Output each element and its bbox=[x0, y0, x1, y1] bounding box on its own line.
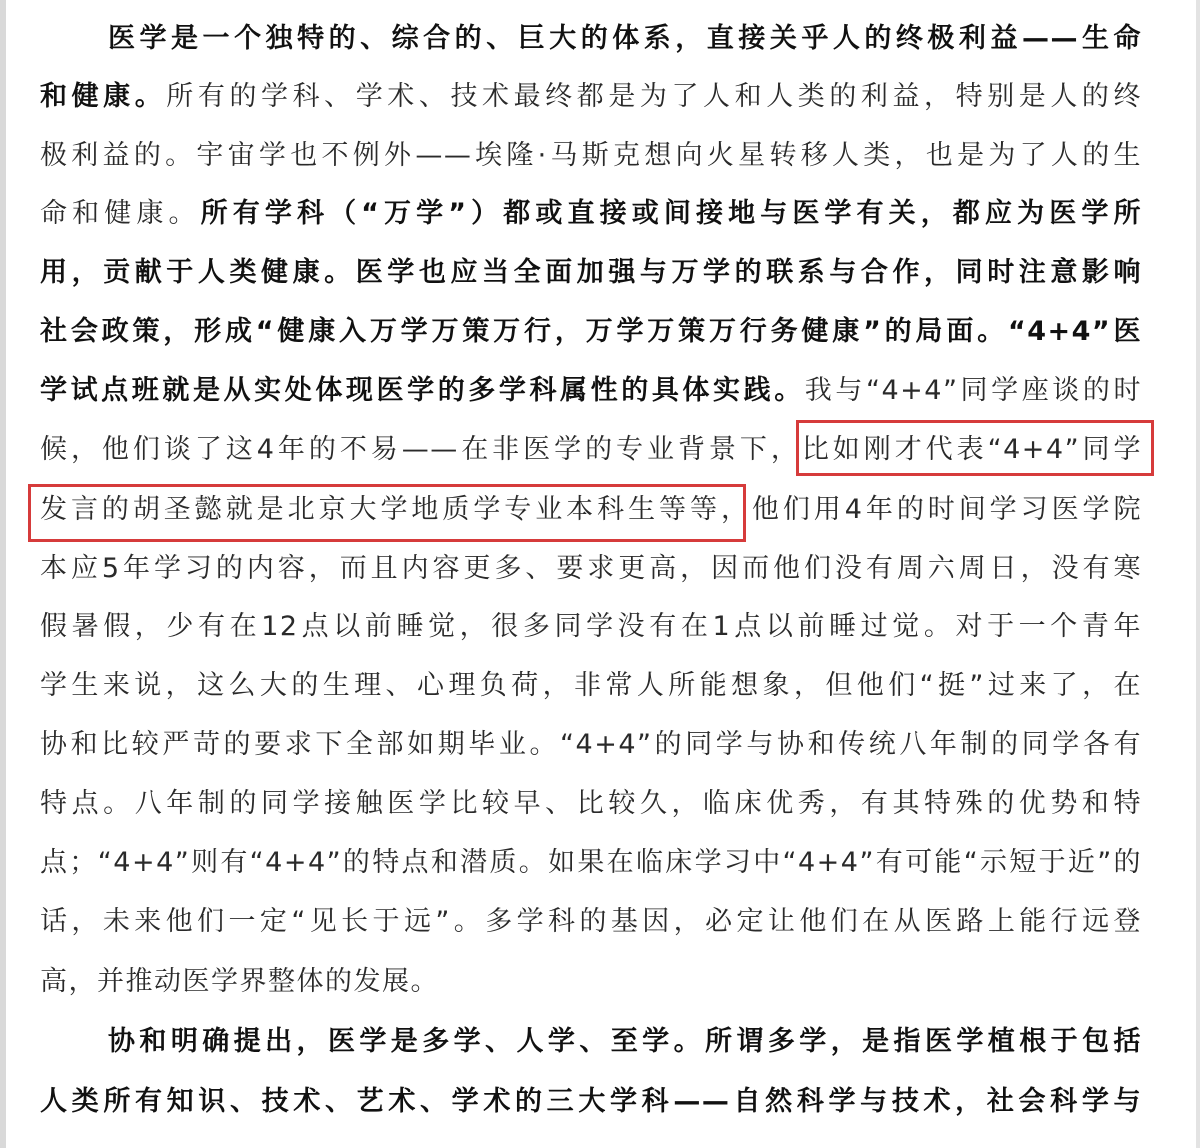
text-segment: 高，并推动医学界整体的发展。 bbox=[40, 966, 439, 997]
bold-text-segment: 所有学科（“万学”）都或直接或间接地与医学有关，都应为医学所 bbox=[200, 198, 1142, 229]
bold-text-segment: 学试点班就是从实处体现医学的多学科属性的具体实践。 bbox=[40, 375, 805, 406]
text-line bbox=[40, 834, 1142, 892]
bold-text-segment: 医学是一个独特的、综合的、巨大的体系，直接关乎人的终极利益——生命 bbox=[108, 23, 1142, 54]
text-segment: 协和比较严苛的要求下全部如期毕业。“4+4”的同学与协和传统八年制的同学各有 bbox=[40, 729, 1142, 760]
text-segment: 命和健康。 bbox=[40, 198, 201, 229]
text-segment: 特点。八年制的同学接触医学比较早、比较久，临床优秀，有其特殊的优势和特 bbox=[40, 788, 1142, 819]
bold-text-segment: 用，贡献于人类健康。医学也应当全面加强与万学的联系与合作，同时注意影响 bbox=[40, 257, 1142, 288]
text-line bbox=[40, 303, 1142, 361]
text-line bbox=[108, 10, 1142, 68]
text-line bbox=[40, 185, 1142, 243]
text-segment: 学生来说，这么大的生理、心理负荷，非常人所能想象，但他们“挺”过来了，在 bbox=[40, 670, 1142, 701]
text-segment: 极利益的。宇宙学也不例外——埃隆·马斯克想向火星转移人类，也是为了人的生 bbox=[40, 140, 1142, 171]
text-line bbox=[40, 127, 1142, 185]
text-segment: 所有的学科、学术、技术最终都是为了人和人类的利益，特别是人的终 bbox=[166, 81, 1143, 112]
text-line bbox=[40, 598, 1142, 656]
text-line bbox=[40, 716, 1142, 774]
text-segment: 点；“4+4”则有“4+4”的特点和潜质。如果在临床学习中“4+4”有可能“示短于近”的 bbox=[40, 847, 1142, 878]
text-segment: 候，他们谈了这4年的不易——在非医学的专业背景下，比如刚才代表“4+4”同学 bbox=[40, 434, 1142, 465]
text-segment: 话，未来他们一定“见长于远”。多学科的基因，必定让他们在从医路上能行远登 bbox=[40, 906, 1142, 937]
text-line bbox=[40, 893, 1142, 951]
text-segment: 本应5年学习的内容，而且内容更多、要求更高，因而他们没有周六周日，没有寒 bbox=[40, 553, 1142, 584]
text-line bbox=[40, 953, 1142, 1011]
text-line bbox=[40, 244, 1142, 302]
bold-text-segment: 社会政策，形成“健康入万学万策万行，万学万策万行务健康”的局面。“4+4”医 bbox=[40, 316, 1142, 347]
bold-text-segment: 协和明确提出，医学是多学、人学、至学。所谓多学，是指医学植根于包括 bbox=[108, 1026, 1142, 1057]
text-line bbox=[40, 481, 1142, 539]
text-segment: 假暑假，少有在12点以前睡觉，很多同学没有在1点以前睡过觉。对于一个青年 bbox=[40, 611, 1142, 642]
bold-text-segment: 人类所有知识、技术、艺术、学术的三大学科——自然科学与技术，社会科学与 bbox=[40, 1086, 1142, 1117]
text-line bbox=[40, 1073, 1142, 1131]
text-line bbox=[40, 362, 1142, 420]
text-segment: 我与“4+4”同学座谈的时 bbox=[804, 375, 1142, 406]
text-line bbox=[40, 540, 1142, 598]
text-line bbox=[40, 421, 1142, 479]
left-page-border bbox=[0, 0, 6, 1148]
right-page-border bbox=[1196, 0, 1200, 1148]
text-line bbox=[40, 68, 1142, 126]
text-line bbox=[40, 657, 1142, 715]
bold-text-segment: 和健康。 bbox=[40, 81, 167, 112]
text-line bbox=[108, 1013, 1142, 1071]
text-line bbox=[40, 775, 1142, 833]
text-segment: 发言的胡圣懿就是北京大学地质学专业本科生等等，他们用4年的时间学习医学院 bbox=[40, 494, 1142, 525]
